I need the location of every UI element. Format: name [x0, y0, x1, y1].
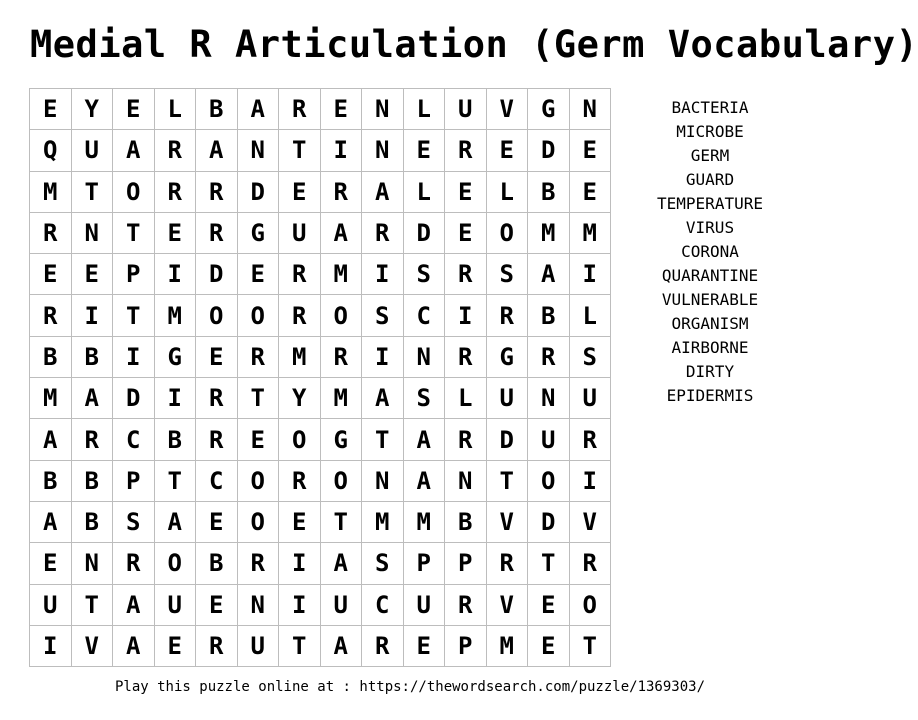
grid-cell[interactable]: R [279, 89, 321, 130]
grid-cell[interactable]: E [279, 502, 321, 543]
grid-cell[interactable]: E [238, 419, 280, 460]
grid-cell[interactable]: T [72, 172, 114, 213]
grid-cell[interactable]: E [487, 130, 529, 171]
grid-cell[interactable]: N [238, 585, 280, 626]
grid-cell[interactable]: N [72, 543, 114, 584]
grid-cell[interactable]: A [196, 130, 238, 171]
grid-cell[interactable]: E [196, 337, 238, 378]
grid-cell[interactable]: U [445, 89, 487, 130]
grid-cell[interactable]: I [445, 295, 487, 336]
grid-cell[interactable]: D [404, 213, 446, 254]
grid-cell[interactable]: A [321, 213, 363, 254]
grid-cell[interactable]: M [528, 213, 570, 254]
grid-cell[interactable]: B [30, 461, 72, 502]
grid-cell[interactable]: T [72, 585, 114, 626]
grid-cell[interactable]: M [487, 626, 529, 667]
grid-cell[interactable]: S [113, 502, 155, 543]
grid-cell[interactable]: R [487, 543, 529, 584]
grid-cell[interactable]: P [113, 461, 155, 502]
grid-cell[interactable]: C [113, 419, 155, 460]
word-list [630, 96, 790, 408]
grid-cell[interactable]: N [362, 130, 404, 171]
grid-cell[interactable]: R [445, 337, 487, 378]
grid-cell[interactable]: E [196, 585, 238, 626]
grid-cell[interactable]: O [238, 295, 280, 336]
grid-cell[interactable]: T [528, 543, 570, 584]
grid-cell[interactable]: R [196, 172, 238, 213]
grid-cell[interactable]: P [113, 254, 155, 295]
grid-cell[interactable]: R [279, 295, 321, 336]
grid-cell[interactable]: V [570, 502, 612, 543]
word-list-item: TEMPERATURE [657, 194, 763, 213]
grid-cell[interactable]: M [30, 172, 72, 213]
grid-cell[interactable]: R [321, 337, 363, 378]
grid-cell[interactable]: D [487, 419, 529, 460]
grid-cell[interactable]: I [362, 337, 404, 378]
grid-cell[interactable]: E [570, 172, 612, 213]
grid-cell[interactable]: E [238, 254, 280, 295]
grid-cell[interactable]: U [404, 585, 446, 626]
grid-cell[interactable]: R [196, 626, 238, 667]
grid-cell[interactable]: M [279, 337, 321, 378]
word-list-item: GUARD [685, 170, 735, 189]
grid-cell[interactable]: B [72, 502, 114, 543]
grid-cell[interactable]: B [528, 295, 570, 336]
grid-cell[interactable]: T [155, 461, 197, 502]
grid-cell[interactable]: P [445, 626, 487, 667]
grid-cell[interactable]: S [404, 378, 446, 419]
grid-cell[interactable]: R [445, 130, 487, 171]
grid-cell[interactable]: S [487, 254, 529, 295]
grid-cell[interactable]: M [404, 502, 446, 543]
grid-cell[interactable]: G [528, 89, 570, 130]
grid-cell[interactable]: O [528, 461, 570, 502]
grid-cell[interactable]: T [113, 213, 155, 254]
grid-cell[interactable]: T [113, 295, 155, 336]
grid-cell[interactable]: G [155, 337, 197, 378]
word-list-item: VIRUS [685, 218, 735, 237]
word-list-item: EPIDERMIS [666, 386, 754, 405]
grid-cell[interactable]: D [238, 172, 280, 213]
grid-cell[interactable]: O [487, 213, 529, 254]
grid-cell[interactable]: P [404, 543, 446, 584]
grid-cell[interactable]: R [445, 585, 487, 626]
grid-cell[interactable]: S [570, 337, 612, 378]
grid-cell[interactable]: L [487, 172, 529, 213]
grid-cell[interactable]: E [72, 254, 114, 295]
grid-cell[interactable]: A [30, 419, 72, 460]
grid-cell[interactable]: I [570, 461, 612, 502]
grid-cell[interactable]: O [113, 172, 155, 213]
grid-cell[interactable]: U [72, 130, 114, 171]
grid-cell[interactable]: N [445, 461, 487, 502]
grid-cell[interactable]: L [445, 378, 487, 419]
grid-cell[interactable]: E [30, 254, 72, 295]
grid-cell[interactable]: M [570, 213, 612, 254]
grid-cell[interactable]: S [404, 254, 446, 295]
grid-cell[interactable]: A [113, 585, 155, 626]
grid-cell[interactable]: N [570, 89, 612, 130]
word-list-item: AIRBORNE [671, 338, 749, 357]
grid-cell[interactable]: M [321, 254, 363, 295]
grid-cell[interactable]: N [362, 461, 404, 502]
grid-cell[interactable]: U [528, 419, 570, 460]
grid-cell[interactable]: N [362, 89, 404, 130]
grid-cell[interactable]: I [113, 337, 155, 378]
grid-cell[interactable]: L [570, 295, 612, 336]
grid-cell[interactable]: R [445, 254, 487, 295]
grid-cell[interactable]: T [487, 461, 529, 502]
grid-cell[interactable]: U [570, 378, 612, 419]
grid-cell[interactable]: D [528, 502, 570, 543]
grid-cell[interactable]: R [362, 626, 404, 667]
grid-cell[interactable]: U [487, 378, 529, 419]
grid-cell[interactable]: R [362, 213, 404, 254]
grid-cell[interactable]: O [570, 585, 612, 626]
grid-cell[interactable]: E [30, 89, 72, 130]
grid-cell[interactable]: T [279, 626, 321, 667]
grid-cell[interactable]: A [321, 626, 363, 667]
grid-cell[interactable]: M [155, 295, 197, 336]
grid-cell[interactable]: R [279, 254, 321, 295]
grid-cell[interactable]: I [279, 543, 321, 584]
grid-cell[interactable]: P [445, 543, 487, 584]
grid-cell[interactable]: A [404, 419, 446, 460]
grid-cell[interactable]: I [30, 626, 72, 667]
grid-cell[interactable]: I [72, 295, 114, 336]
grid-cell[interactable]: A [30, 502, 72, 543]
grid-cell[interactable]: I [279, 585, 321, 626]
grid-cell[interactable]: R [279, 461, 321, 502]
grid-cell[interactable]: E [155, 626, 197, 667]
word-list-item: CORONA [681, 242, 739, 261]
word-list-item: QUARANTINE [661, 266, 759, 285]
grid-cell[interactable]: U [155, 585, 197, 626]
grid-cell[interactable]: R [321, 172, 363, 213]
grid-cell[interactable]: R [30, 295, 72, 336]
grid-cell[interactable]: O [238, 461, 280, 502]
word-list-item: ORGANISM [671, 314, 749, 333]
grid-cell[interactable]: B [196, 89, 238, 130]
grid-cell[interactable]: A [113, 626, 155, 667]
grid-cell[interactable]: R [155, 130, 197, 171]
letter-grid[interactable] [29, 88, 611, 667]
grid-cell[interactable]: E [445, 213, 487, 254]
grid-cell[interactable]: M [321, 378, 363, 419]
grid-cell[interactable]: A [238, 89, 280, 130]
grid-cell[interactable]: C [404, 295, 446, 336]
grid-cell[interactable]: G [487, 337, 529, 378]
grid-cell[interactable]: S [362, 295, 404, 336]
grid-cell[interactable]: A [528, 254, 570, 295]
word-list-item: BACTERIA [671, 98, 749, 117]
grid-cell[interactable]: V [72, 626, 114, 667]
grid-cell[interactable]: E [404, 130, 446, 171]
grid-cell[interactable]: E [279, 172, 321, 213]
grid-cell[interactable]: D [196, 254, 238, 295]
grid-cell[interactable]: A [113, 130, 155, 171]
grid-cell[interactable]: N [238, 130, 280, 171]
grid-cell[interactable]: Y [279, 378, 321, 419]
grid-cell[interactable]: B [72, 337, 114, 378]
grid-cell[interactable]: T [238, 378, 280, 419]
grid-cell[interactable]: E [155, 213, 197, 254]
grid-cell[interactable]: D [528, 130, 570, 171]
grid-cell[interactable]: T [362, 419, 404, 460]
grid-cell[interactable]: L [404, 172, 446, 213]
grid-cell[interactable]: T [570, 626, 612, 667]
grid-cell[interactable]: R [30, 213, 72, 254]
grid-cell[interactable]: U [279, 213, 321, 254]
grid-cell[interactable]: A [404, 461, 446, 502]
grid-cell[interactable]: E [30, 543, 72, 584]
grid-cell[interactable]: A [155, 502, 197, 543]
grid-cell[interactable]: I [155, 254, 197, 295]
grid-cell[interactable]: I [155, 378, 197, 419]
puzzle-title: Medial R Articulation (Germ Vocabulary) [30, 23, 918, 66]
word-list-item: VULNERABLE [661, 290, 759, 309]
grid-cell[interactable]: R [238, 337, 280, 378]
grid-cell[interactable]: E [321, 89, 363, 130]
grid-cell[interactable]: U [238, 626, 280, 667]
grid-cell[interactable]: E [196, 502, 238, 543]
grid-cell[interactable]: R [487, 295, 529, 336]
word-list-item: DIRTY [685, 362, 735, 381]
grid-cell[interactable]: E [445, 172, 487, 213]
grid-cell[interactable]: B [30, 337, 72, 378]
grid-cell[interactable]: E [113, 89, 155, 130]
grid-cell[interactable]: R [570, 543, 612, 584]
grid-cell[interactable]: Y [72, 89, 114, 130]
grid-cell[interactable]: R [445, 419, 487, 460]
grid-cell[interactable]: O [279, 419, 321, 460]
grid-cell[interactable]: E [570, 130, 612, 171]
grid-cell[interactable]: O [196, 295, 238, 336]
grid-cell[interactable]: V [487, 585, 529, 626]
grid-cell[interactable]: R [196, 213, 238, 254]
grid-cell[interactable]: O [321, 295, 363, 336]
grid-cell[interactable]: R [196, 378, 238, 419]
grid-cell[interactable]: L [404, 89, 446, 130]
grid-cell[interactable]: T [279, 130, 321, 171]
word-list-item: GERM [690, 146, 730, 165]
grid-cell[interactable]: M [362, 502, 404, 543]
grid-cell[interactable]: G [238, 213, 280, 254]
grid-cell[interactable]: I [570, 254, 612, 295]
grid-cell[interactable]: O [321, 461, 363, 502]
grid-cell[interactable]: R [570, 419, 612, 460]
grid-cell[interactable]: O [155, 543, 197, 584]
grid-cell[interactable]: I [321, 130, 363, 171]
grid-cell[interactable]: I [362, 254, 404, 295]
grid-cell[interactable]: R [113, 543, 155, 584]
grid-cell[interactable]: V [487, 502, 529, 543]
grid-cell[interactable]: R [238, 543, 280, 584]
grid-cell[interactable]: O [238, 502, 280, 543]
grid-cell[interactable]: R [196, 419, 238, 460]
grid-cell[interactable]: A [72, 378, 114, 419]
grid-cell[interactable]: B [196, 543, 238, 584]
grid-cell[interactable]: S [362, 543, 404, 584]
grid-cell[interactable]: C [196, 461, 238, 502]
grid-cell[interactable]: U [321, 585, 363, 626]
grid-cell[interactable]: E [528, 626, 570, 667]
grid-cell[interactable]: C [362, 585, 404, 626]
grid-cell[interactable]: E [528, 585, 570, 626]
grid-cell[interactable]: R [155, 172, 197, 213]
grid-cell[interactable]: B [72, 461, 114, 502]
grid-cell[interactable]: B [528, 172, 570, 213]
grid-cell[interactable]: R [72, 419, 114, 460]
grid-cell[interactable]: D [113, 378, 155, 419]
grid-cell[interactable]: N [528, 378, 570, 419]
grid-cell[interactable]: T [321, 502, 363, 543]
grid-cell[interactable]: N [404, 337, 446, 378]
grid-cell[interactable]: Q [30, 130, 72, 171]
grid-cell[interactable]: A [321, 543, 363, 584]
grid-cell[interactable]: E [404, 626, 446, 667]
grid-cell[interactable]: B [155, 419, 197, 460]
footer-link-text[interactable]: Play this puzzle online at : https://thewordsearch.com/puzzle/1369303/ [114, 679, 705, 695]
grid-cell[interactable]: A [362, 378, 404, 419]
grid-cell[interactable]: L [155, 89, 197, 130]
grid-cell[interactable]: B [445, 502, 487, 543]
grid-cell[interactable]: V [487, 89, 529, 130]
grid-cell[interactable]: R [528, 337, 570, 378]
grid-cell[interactable]: M [30, 378, 72, 419]
word-list-item: MICROBE [676, 122, 744, 141]
grid-cell[interactable]: U [30, 585, 72, 626]
grid-cell[interactable]: G [321, 419, 363, 460]
grid-cell[interactable]: N [72, 213, 114, 254]
grid-cell[interactable]: A [362, 172, 404, 213]
